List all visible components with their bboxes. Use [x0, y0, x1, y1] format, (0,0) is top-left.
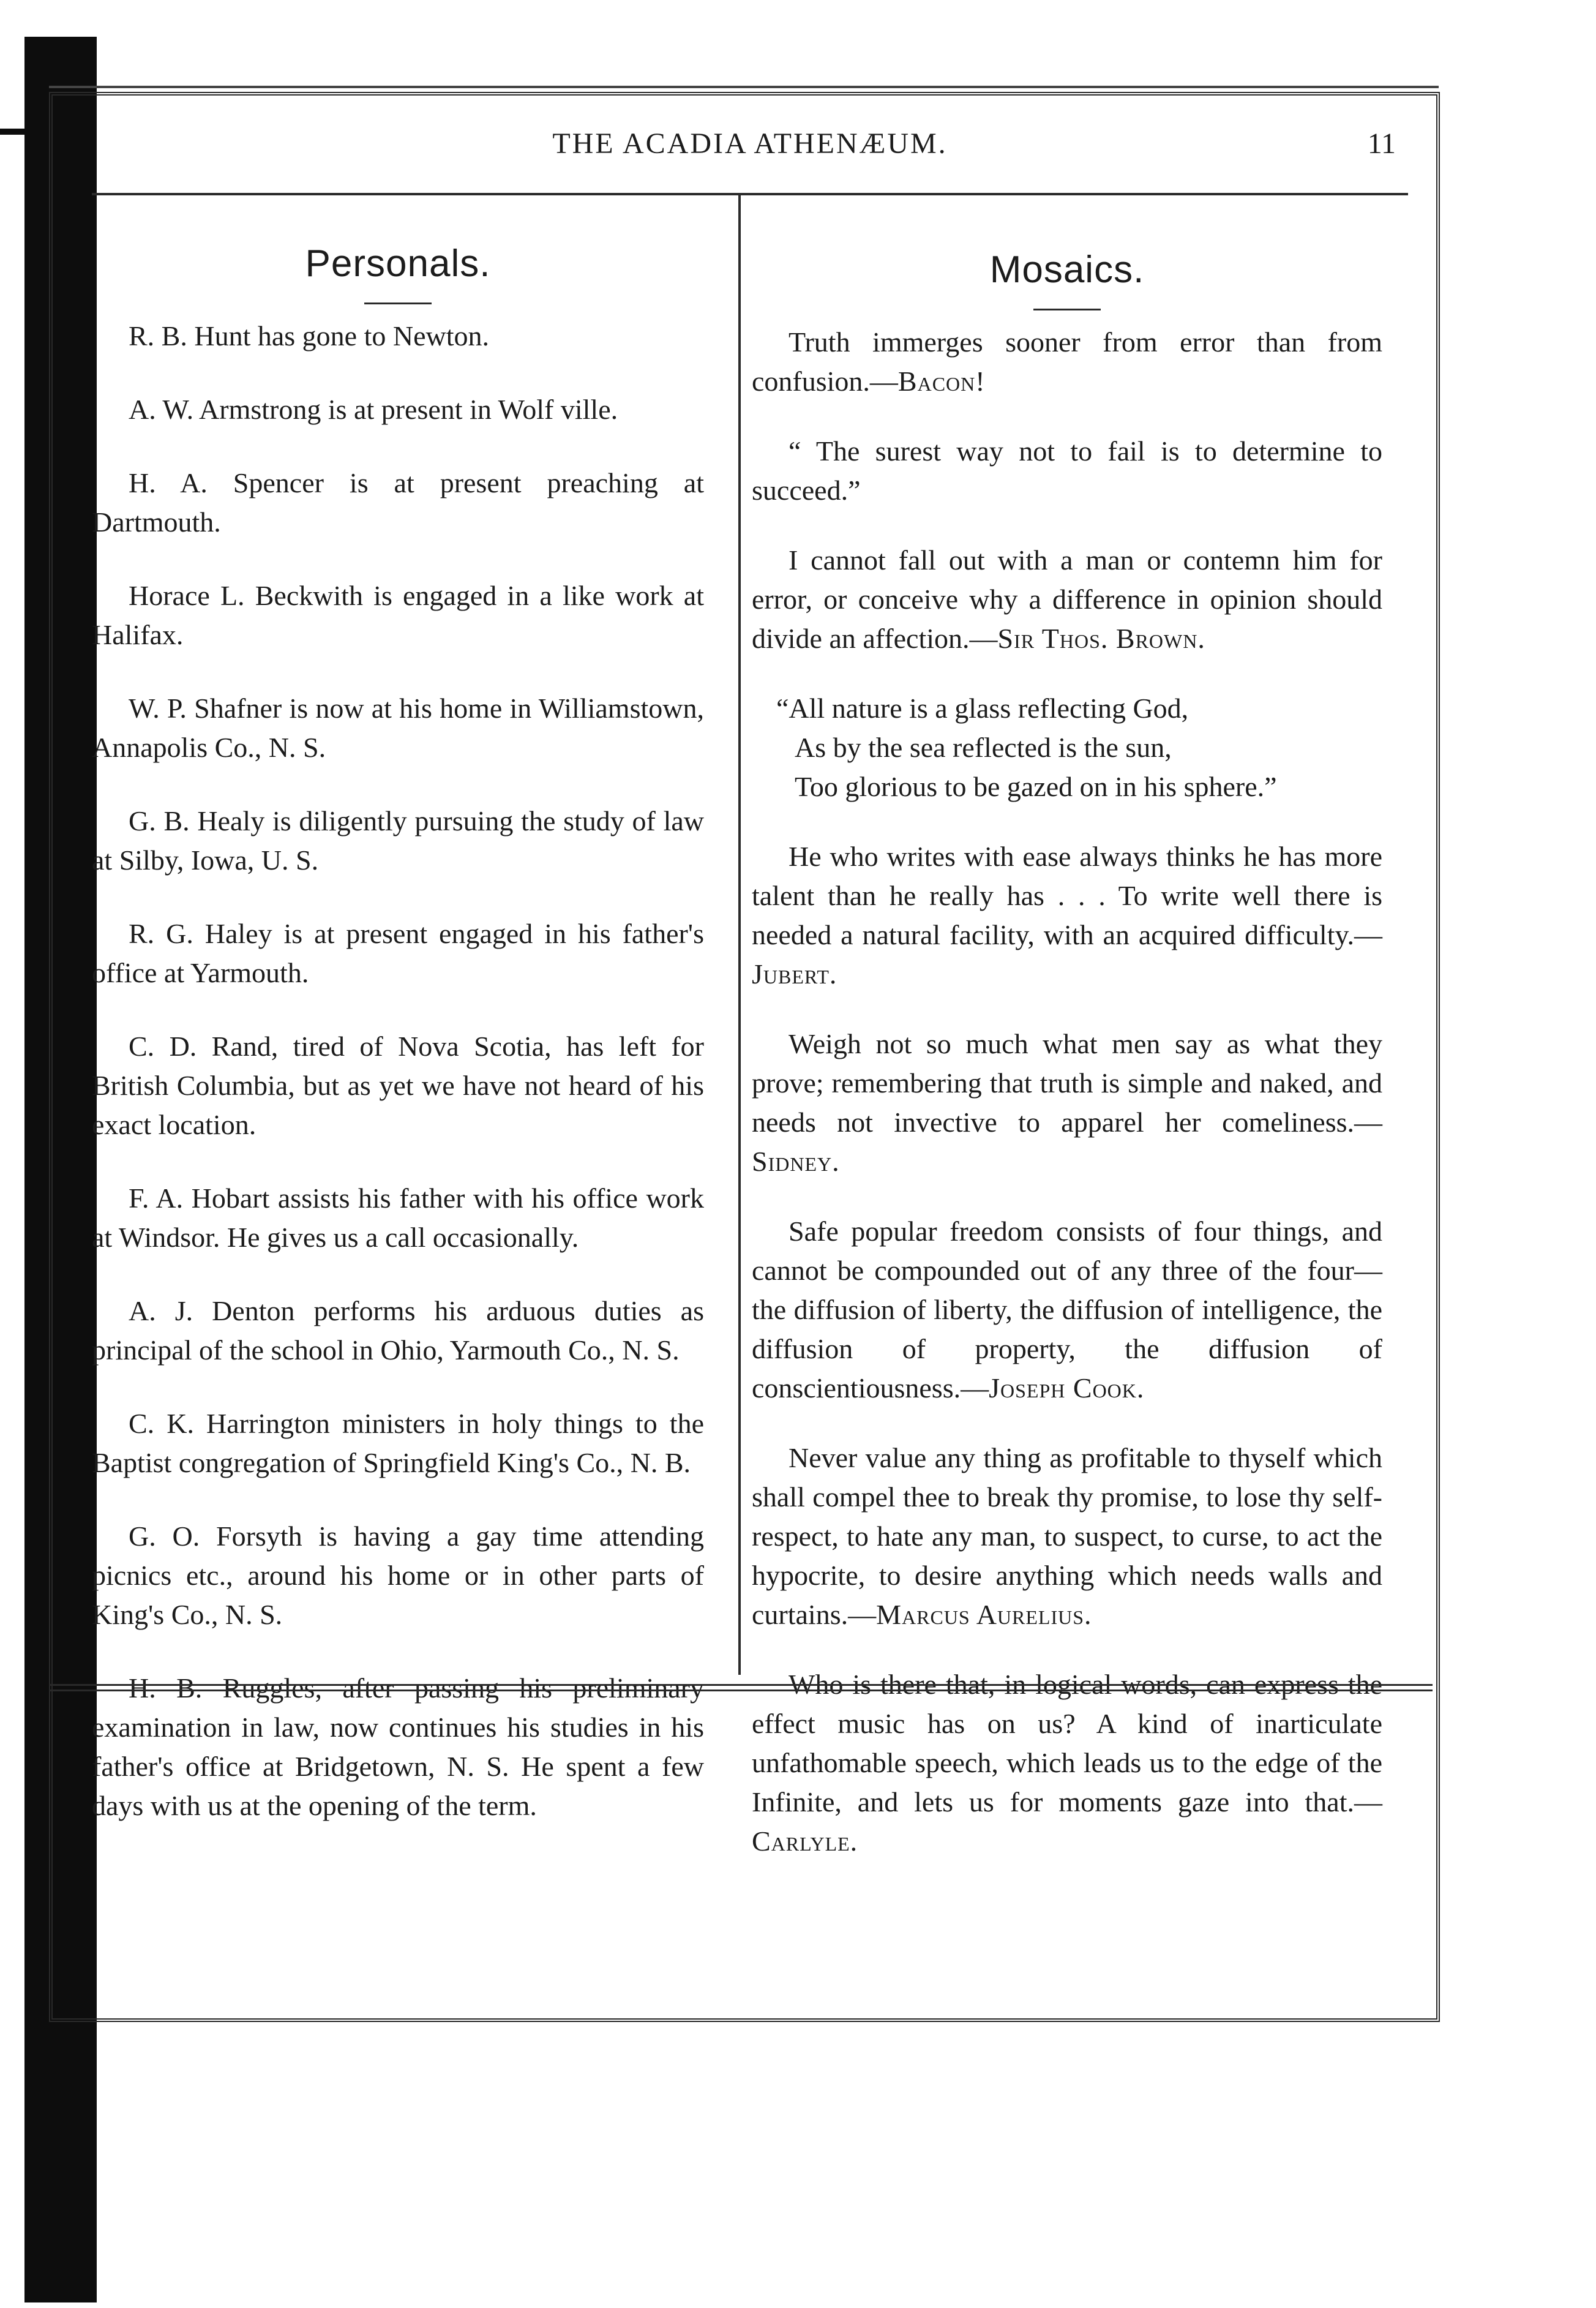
running-head: THE ACADIA ATHENÆUM.: [552, 127, 948, 160]
quote-attribution: Carlyle.: [752, 1825, 858, 1857]
bottom-rule: [49, 1684, 1433, 1691]
quote-text: Who is there that, in logical words, can express the effect music has on us? A kind of inarticulate unfathomable speech, which leads us to the edge of the Infinite, and lets us for moments gaze into that.—: [752, 1669, 1382, 1817]
mosaics-heading: Mosaics.: [989, 249, 1145, 291]
personal-item: C. K. Harrington ministers in holy things to the Baptist congregation of Springfield King's Co., N. B.: [92, 1408, 704, 1478]
personal-item: F. A. Hobart assists his father with his office work at Windsor. He gives us a call occasionally.: [92, 1182, 704, 1253]
poem-line: Too glorious to be gazed on in his sphere.”: [795, 771, 1277, 802]
personal-item: G. B. Healy is diligently pursuing the study of law at Silby, Iowa, U. S.: [92, 805, 704, 876]
poem-line: “All nature is a glass reflecting God,: [776, 693, 1189, 724]
personal-item: C. D. Rand, tired of Nova Scotia, has left for British Columbia, but as yet we have not heard of his exact location.: [92, 1031, 704, 1140]
top-rule: [49, 86, 1439, 88]
quote-text: Safe popular freedom consists of four things, and cannot be compounded out of any three of the four—the diffusion of liberty, the diffusion of intelligence, the diffusion of property, the diffusion of conscientiousness.—: [752, 1216, 1382, 1404]
quote-text: He who writes with ease always thinks he has more talent than he really has . . . To write well there is needed a natural facility, with an acquired difficulty.—: [752, 841, 1382, 950]
personal-item: R. G. Haley is at present engaged in his father's office at Yarmouth.: [92, 918, 704, 988]
mosaic-quote: [752, 541, 1382, 658]
mosaics-column: [752, 211, 1382, 1892]
heading-rule: [1033, 309, 1101, 310]
page-number: 11: [1367, 127, 1396, 160]
heading-rule: [364, 303, 432, 304]
personal-item: H. B. Ruggles, after passing his preliminary examination in law, now continues his studies in his father's office at Bridgetown, N. S. He spent a few days with us at the opening of the term.: [92, 1672, 704, 1821]
personal-item: Horace L. Beckwith is engaged in a like work at Halifax.: [92, 580, 704, 650]
header-rule: [92, 193, 1408, 195]
column-divider: [738, 193, 741, 1675]
personal-item: W. P. Shafner is now at his home in Williamstown, Annapolis Co., N. S.: [92, 693, 704, 763]
quote-text: Weigh not so much what men say as what they prove; remembering that truth is simple and naked, and needs not invective to apparel her comeliness.—: [752, 1028, 1382, 1138]
personal-item: H. A. Spencer is at present preaching at Dartmouth.: [92, 467, 704, 538]
mosaic-quote: [752, 432, 1382, 510]
quote-text: Truth immerges sooner from error than from confusion.—: [752, 326, 1382, 397]
personals-column: [92, 211, 704, 1860]
quote-text: I cannot fall out with a man or contemn him for error, or conceive why a difference in opinion should divide an affection.—: [752, 544, 1382, 654]
quote-attribution: Joseph Cook.: [989, 1372, 1145, 1404]
mosaic-quote: [752, 1438, 1382, 1634]
page-header: [92, 119, 1408, 175]
quote-attribution: Bacon!: [897, 366, 986, 397]
binding-notch: [0, 129, 55, 135]
personal-item: G. O. Forsyth is having a gay time attending picnics etc., around his home or in other parts of King's Co., N. S.: [92, 1520, 704, 1630]
quote-text: Never value any thing as profitable to thyself which shall compel thee to break thy promise, to lose thy self-respect, to hate any man, to suspect, to curse, to act the hypocrite, to desire anything which needs walls and curtains.—: [752, 1442, 1382, 1630]
personals-heading: Personals.: [305, 242, 491, 285]
quote-attribution: Jubert.: [752, 958, 837, 990]
quote-text: “ The surest way not to fail is to determine to succeed.”: [752, 435, 1382, 506]
mosaic-quote: [752, 1212, 1382, 1408]
mosaic-quote: [752, 837, 1382, 994]
personal-item: R. B. Hunt has gone to Newton.: [129, 320, 490, 351]
mosaic-quote: [752, 323, 1382, 401]
quote-attribution: Sir Thos. Brown.: [997, 623, 1205, 654]
personal-item: A. J. Denton performs his arduous duties as principal of the school in Ohio, Yarmouth Co., N. S.: [92, 1295, 704, 1366]
quote-attribution: Sidney.: [752, 1146, 840, 1177]
poem-line: As by the sea reflected is the sun,: [795, 732, 1172, 763]
mosaic-quote: [752, 1665, 1382, 1861]
personal-item: A. W. Armstrong is at present in Wolf ville.: [129, 394, 618, 425]
mosaic-quote: [752, 1024, 1382, 1181]
quote-attribution: Marcus Aurelius.: [876, 1599, 1092, 1630]
poem-quote: [752, 689, 1382, 806]
